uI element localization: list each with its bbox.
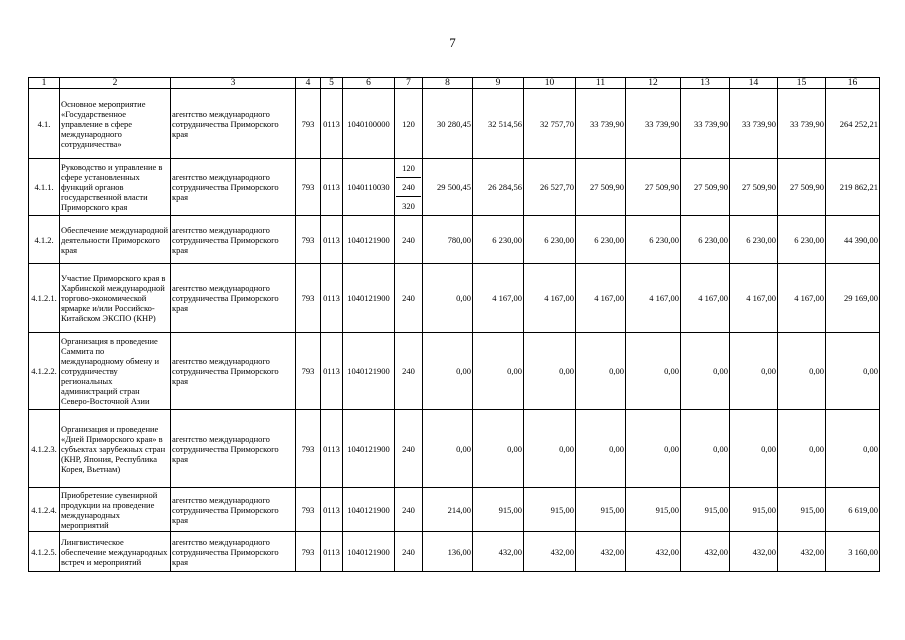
row-number: 4.1.2.1. xyxy=(29,264,60,333)
expense-type-code-item: 120 xyxy=(402,163,415,173)
total-value: 3 160,00 xyxy=(826,532,880,572)
responsible-agency: агентство международного сотрудничества Приморского края xyxy=(171,488,296,532)
page-number: 7 xyxy=(449,35,456,50)
year-value: 0,00 xyxy=(524,333,576,410)
column-header: 5 xyxy=(321,78,343,89)
year-value: 915,00 xyxy=(576,488,626,532)
ministry-code: 793 xyxy=(296,264,321,333)
year-value: 0,00 xyxy=(681,333,730,410)
column-header: 15 xyxy=(778,78,826,89)
year-value: 432,00 xyxy=(524,532,576,572)
column-header: 6 xyxy=(343,78,395,89)
header-row xyxy=(29,78,880,89)
column-header: 8 xyxy=(423,78,473,89)
year-value: 32 757,70 xyxy=(524,89,576,159)
activity-name: Основное мероприятие «Государственное управление в сфере международного сотрудничества» xyxy=(60,89,171,159)
year-value: 27 509,90 xyxy=(626,159,681,216)
expense-type-code: 240 xyxy=(395,488,423,532)
year-value: 214,00 xyxy=(423,488,473,532)
section-code: 0113 xyxy=(321,333,343,410)
activity-name: Участие Приморского края в Харбинской международной торгово-экономической ярмарке и/или Российско-Китайском ЭКСПО (КНР) xyxy=(60,264,171,333)
year-value: 4 167,00 xyxy=(626,264,681,333)
ministry-code: 793 xyxy=(296,410,321,488)
year-value: 432,00 xyxy=(681,532,730,572)
year-value: 0,00 xyxy=(576,333,626,410)
expense-type-code-item: 320 xyxy=(396,196,421,215)
year-value: 33 739,90 xyxy=(681,89,730,159)
column-header: 7 xyxy=(395,78,423,89)
column-header: 16 xyxy=(826,78,880,89)
table-row xyxy=(29,333,880,410)
target-article-code: 1040121900 xyxy=(343,488,395,532)
year-value: 780,00 xyxy=(423,216,473,264)
column-header: 11 xyxy=(576,78,626,89)
target-article-code: 1040121900 xyxy=(343,532,395,572)
activity-name: Организация и проведение «Дней Приморского края» в субъектах зарубежных стран (КНР, Япония, Республика Корея, Вьетнам) xyxy=(60,410,171,488)
total-value: 44 390,00 xyxy=(826,216,880,264)
target-article-code: 1040100000 xyxy=(343,89,395,159)
year-value: 432,00 xyxy=(730,532,778,572)
ministry-code: 793 xyxy=(296,159,321,216)
responsible-agency: агентство международного сотрудничества Приморского края xyxy=(171,410,296,488)
year-value: 0,00 xyxy=(626,410,681,488)
activity-name: Организация в проведение Саммита по международному обмену и сотрудничеству региональных администраций стран Северо-Восточной Азии xyxy=(60,333,171,410)
year-value: 6 230,00 xyxy=(681,216,730,264)
section-code: 0113 xyxy=(321,159,343,216)
year-value: 33 739,90 xyxy=(576,89,626,159)
budget-table xyxy=(28,77,880,572)
year-value: 6 230,00 xyxy=(473,216,524,264)
total-value: 0,00 xyxy=(826,333,880,410)
year-value: 29 500,45 xyxy=(423,159,473,216)
year-value: 32 514,56 xyxy=(473,89,524,159)
year-value: 6 230,00 xyxy=(626,216,681,264)
expense-type-code: 240 xyxy=(395,333,423,410)
year-value: 26 527,70 xyxy=(524,159,576,216)
year-value: 432,00 xyxy=(473,532,524,572)
year-value: 136,00 xyxy=(423,532,473,572)
target-article-code: 1040121900 xyxy=(343,216,395,264)
year-value: 6 230,00 xyxy=(576,216,626,264)
column-header: 9 xyxy=(473,78,524,89)
table-row xyxy=(29,410,880,488)
total-value: 6 619,00 xyxy=(826,488,880,532)
column-header: 3 xyxy=(171,78,296,89)
table-row xyxy=(29,488,880,532)
ministry-code: 793 xyxy=(296,216,321,264)
year-value: 26 284,56 xyxy=(473,159,524,216)
year-value: 30 280,45 xyxy=(423,89,473,159)
table-row xyxy=(29,264,880,333)
section-code: 0113 xyxy=(321,89,343,159)
year-value: 27 509,90 xyxy=(681,159,730,216)
year-value: 4 167,00 xyxy=(576,264,626,333)
ministry-code: 793 xyxy=(296,333,321,410)
row-number: 4.1.2. xyxy=(29,216,60,264)
expense-type-code: 120 xyxy=(395,89,423,159)
activity-name: Приобретение сувенирной продукции на проведение международных мероприятий xyxy=(60,488,171,532)
year-value: 0,00 xyxy=(473,333,524,410)
year-value: 915,00 xyxy=(524,488,576,532)
expense-type-code xyxy=(395,159,423,216)
year-value: 0,00 xyxy=(524,410,576,488)
table-row xyxy=(29,216,880,264)
row-number: 4.1.1. xyxy=(29,159,60,216)
year-value: 33 739,90 xyxy=(778,89,826,159)
year-value: 0,00 xyxy=(626,333,681,410)
responsible-agency: агентство международного сотрудничества Приморского края xyxy=(171,532,296,572)
year-value: 0,00 xyxy=(473,410,524,488)
year-value: 6 230,00 xyxy=(778,216,826,264)
responsible-agency: агентство международного сотрудничества Приморского края xyxy=(171,333,296,410)
row-number: 4.1.2.5. xyxy=(29,532,60,572)
year-value: 4 167,00 xyxy=(681,264,730,333)
target-article-code: 1040110030 xyxy=(343,159,395,216)
activity-name: Руководство и управление в сфере установленных функций органов государственной власти Приморского края xyxy=(60,159,171,216)
table-row xyxy=(29,89,880,159)
ministry-code: 793 xyxy=(296,89,321,159)
year-value: 915,00 xyxy=(730,488,778,532)
column-header: 2 xyxy=(60,78,171,89)
expense-type-code: 240 xyxy=(395,410,423,488)
column-header: 13 xyxy=(681,78,730,89)
row-number: 4.1.2.4. xyxy=(29,488,60,532)
year-value: 4 167,00 xyxy=(730,264,778,333)
year-value: 0,00 xyxy=(423,333,473,410)
activity-name: Обеспечение международной деятельности Приморского края xyxy=(60,216,171,264)
total-value: 0,00 xyxy=(826,410,880,488)
section-code: 0113 xyxy=(321,488,343,532)
expense-type-code: 240 xyxy=(395,216,423,264)
target-article-code: 1040121900 xyxy=(343,264,395,333)
table-row xyxy=(29,532,880,572)
year-value: 33 739,90 xyxy=(730,89,778,159)
responsible-agency: агентство международного сотрудничества Приморского края xyxy=(171,159,296,216)
responsible-agency: агентство международного сотрудничества Приморского края xyxy=(171,264,296,333)
year-value: 915,00 xyxy=(681,488,730,532)
total-value: 264 252,21 xyxy=(826,89,880,159)
section-code: 0113 xyxy=(321,410,343,488)
year-value: 6 230,00 xyxy=(524,216,576,264)
column-header: 12 xyxy=(626,78,681,89)
year-value: 27 509,90 xyxy=(730,159,778,216)
total-value: 219 862,21 xyxy=(826,159,880,216)
column-header: 4 xyxy=(296,78,321,89)
year-value: 915,00 xyxy=(778,488,826,532)
responsible-agency: агентство международного сотрудничества Приморского края xyxy=(171,216,296,264)
year-value: 4 167,00 xyxy=(778,264,826,333)
year-value: 915,00 xyxy=(473,488,524,532)
year-value: 0,00 xyxy=(778,333,826,410)
year-value: 0,00 xyxy=(778,410,826,488)
expense-type-code: 240 xyxy=(395,264,423,333)
expense-type-code-item: 240 xyxy=(396,177,421,196)
column-header: 10 xyxy=(524,78,576,89)
ministry-code: 793 xyxy=(296,488,321,532)
row-number: 4.1. xyxy=(29,89,60,159)
year-value: 0,00 xyxy=(576,410,626,488)
year-value: 0,00 xyxy=(423,410,473,488)
target-article-code: 1040121900 xyxy=(343,410,395,488)
year-value: 33 739,90 xyxy=(626,89,681,159)
year-value: 0,00 xyxy=(730,410,778,488)
year-value: 4 167,00 xyxy=(473,264,524,333)
total-value: 29 169,00 xyxy=(826,264,880,333)
year-value: 4 167,00 xyxy=(524,264,576,333)
table-row xyxy=(29,159,880,216)
year-value: 0,00 xyxy=(423,264,473,333)
year-value: 432,00 xyxy=(626,532,681,572)
year-value: 432,00 xyxy=(576,532,626,572)
year-value: 0,00 xyxy=(730,333,778,410)
column-header: 14 xyxy=(730,78,778,89)
target-article-code: 1040121900 xyxy=(343,333,395,410)
column-header: 1 xyxy=(29,78,60,89)
responsible-agency: агентство международного сотрудничества Приморского края xyxy=(171,89,296,159)
year-value: 27 509,90 xyxy=(778,159,826,216)
ministry-code: 793 xyxy=(296,532,321,572)
table-body xyxy=(29,78,880,572)
expense-type-code: 240 xyxy=(395,532,423,572)
row-number: 4.1.2.3. xyxy=(29,410,60,488)
activity-name: Лингвистическое обеспечение международных встреч и мероприятий xyxy=(60,532,171,572)
year-value: 0,00 xyxy=(681,410,730,488)
year-value: 915,00 xyxy=(626,488,681,532)
year-value: 27 509,90 xyxy=(576,159,626,216)
year-value: 6 230,00 xyxy=(730,216,778,264)
section-code: 0113 xyxy=(321,216,343,264)
year-value: 432,00 xyxy=(778,532,826,572)
row-number: 4.1.2.2. xyxy=(29,333,60,410)
section-code: 0113 xyxy=(321,532,343,572)
section-code: 0113 xyxy=(321,264,343,333)
